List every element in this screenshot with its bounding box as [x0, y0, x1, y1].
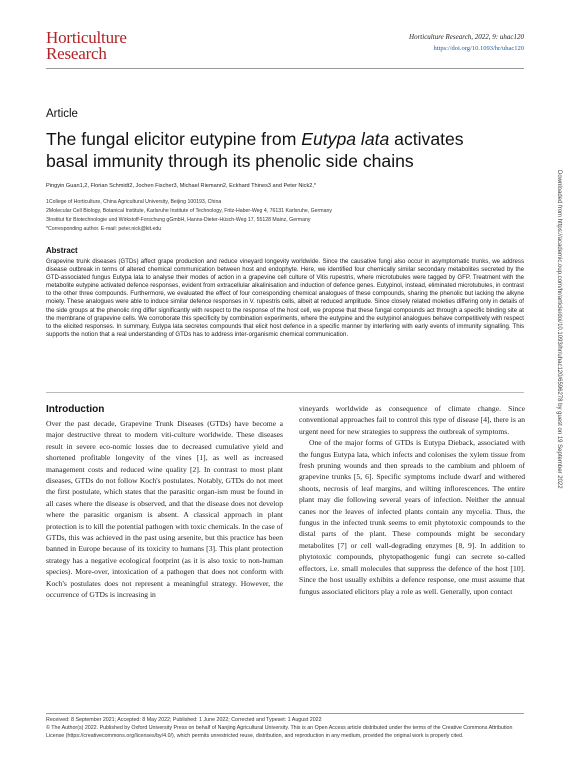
intro-paragraph-1: Over the past decade, Grapevine Trunk Diseases (GTDs) have become a major destructive threat to modern viti-culture worldwide. These diseases result in severe eco-nomic losses due to decreased cumulative yield and shortened profitable longevity of the vines [1], as well as increased management costs and reduced wine quality [2]. In contrast to most plant diseases, GTDs do not follow Koch's postulates. Notably, GTDs do not meet the first postulate, which states that the parasitic organ-ism must be found in all cases where the disease is observed, and that the disease does not develop where the parasitic organism is absent. A classical approach in plant protection is to kill the potential pathogen with toxic chemicals. In the case of GTDs, this was achieved in the past using arsenite, but this practice has been banned in Europe because of its toxicity to humans [3]. This plant protection strategy has a negative ecological footprint (as it is also toxic to non-human species). More-over, intoxication of a pathogen that does not conform with Koch's postulates does not represent a meaningful strategy. However, the occurrence of GTDs is increasing in — [46, 419, 283, 600]
logo-line2: Research — [46, 44, 107, 63]
doi-link[interactable]: https://doi.org/10.1093/hr/uhac120 — [433, 45, 524, 52]
body-column-right — [299, 403, 525, 597]
footer — [46, 716, 524, 741]
corresponding-author: *Corresponding author. E-mail: peter.nick@kit.edu — [46, 226, 162, 232]
abstract-text: Grapevine trunk diseases (GTDs) affect grape production and reduce vineyard longevity worldwide. Since the causative fungi also occur in asymptomatic trunks, we address disease outbreak in terms of altered chemical communication between host and endophyte. Here, we identified four chemically similar secondary metabolites secreted by the GTD-associated fungus Eutypa lata to analyse their modes of action in a grapevine cell culture of Vitis rupestris, where microtubules were tagged by GFP. Treatment with the metabolite eutypine activated defence responses, evident from extracellular alkalinisation and induction of defence genes. Eutypinol, instead, eliminated microtubules, in contrast to the other three compounds. Furthermore, we evaluated the effect of four corresponding chemical analogues of these compounds, sharing the phenolic but lacking the alkyne moiety. These analogues were able to induce similar defence responses in V. rupestris cells, albeit at reduced amplitude. Since closely related moieties differing only in details of the side groups at the phenolic ring differ significantly with respect to the response of the host cell, we propose that these fungal compounds act through a specific binding site at the membrane of grapevine cells. We corroborate this specificity by combination experiments, where the eutypine and the eutypinol analogues behave competitively with respect to the elicited responses. In summary, Eutypa lata secretes compounds that elicit host defence in a specific manner by interfering with early events of immunity signalling. This supports the notion that a real understanding of GTDs has to address inter-organismic chemical communication. — [46, 258, 524, 338]
intro-paragraph-2: vineyards worldwide as consequence of climate change. Since conventional approaches fail to control this type of disease [4], there is an urgent need for new strategies to suppress the outbreak of symptoms. — [299, 404, 525, 436]
license-text: © The Author(s) 2022. Published by Oxford University Press on behalf of Nanjing Agricultural University. This is an Open Access article distributed under the terms of the Creative Commons Attribution License (https://creativecommons.org/licenses/by/4.0/), which permits unrestricted reuse, distribution, and reproduction in any medium, provided the original work is properly cited. — [46, 725, 513, 740]
affiliation-3: 3Institut für Biotechnologie und Wirkstoff-Forschung gGmbH, Hanns-Dieter-Hüsch-Weg 17, 55128 Mainz, Germany — [46, 217, 311, 223]
title-part1: The fungal elicitor eutypine from — [46, 129, 302, 149]
footer-divider — [46, 713, 524, 714]
title-italic: Eutypa lata — [301, 129, 390, 149]
journal-logo — [46, 30, 127, 62]
title-part2: activates basal immunity through its phenolic side chains — [46, 129, 464, 171]
article-type: Article — [46, 108, 78, 120]
body-column-left — [46, 418, 283, 601]
author-list: Pingyin Guan1,2, Florian Schmidt2, Jochen Fischer3, Michael Riemann2, Eckhard Thines3 and Peter Nick2,* — [46, 183, 317, 189]
download-sidebar — [556, 170, 568, 690]
abstract-heading: Abstract — [46, 246, 78, 255]
publication-dates: Received: 8 September 2021; Accepted: 8 May 2022; Published: 1 June 2022; Corrected and Typeset: 1 August 2022 — [46, 717, 322, 723]
introduction-heading: Introduction — [46, 404, 105, 415]
article-title — [46, 128, 486, 172]
abstract-divider — [46, 392, 524, 393]
download-notice: Downloaded from https://academic.oup.com/hr/article/doi/10.1093/hr/uhac120/6596278 by guest on 19 September 2022 — [556, 170, 562, 489]
intro-paragraph-3: One of the major forms of GTDs is Eutypa Dieback, associated with the fungus Eutypa lata, which infects and colonises the xylem tissue from fresh pruning wounds and then spreads to the cambium and phloem of grapevine trunks [5, 6]. Specific symptoms include dwarf and withered shoots, necrosis of leaf margins, and wilting inflorescences. The entire plant may die following several years of infection. Neither the annual canes nor the leaves of infected plants contain any mycelia. Thus, the fungus in the infected trunk seems to emit phytotoxic compounds to the distal parts of the plant. These compounds might be secondary metabolites [7] or cell wall-degrading enzymes [8, 9]. In addition to phytotoxic compounds, phytopathogenic fungi can secrete so-called effectors, i.e. small molecules that suppress the defence of the host [10]. Since the host usually exhibits a defence response, one must assume that fungus associated elicitors play a role as well. Generally, upon contact — [299, 438, 525, 596]
journal-citation: Horticulture Research, 2022, 9: uhac120 — [409, 33, 524, 41]
affiliation-1: 1College of Horticulture, China Agricultural University, Beijing 100193, China — [46, 199, 222, 205]
logo-line1: Horticulture — [46, 28, 127, 47]
affiliations — [46, 198, 332, 234]
affiliation-2: 2Molecular Cell Biology, Botanical Institute, Karlsruhe Institute of Technology, Fritz-Haber-Weg 4, 76131 Karlsruhe, Germany — [46, 208, 332, 214]
header-divider — [46, 68, 524, 69]
